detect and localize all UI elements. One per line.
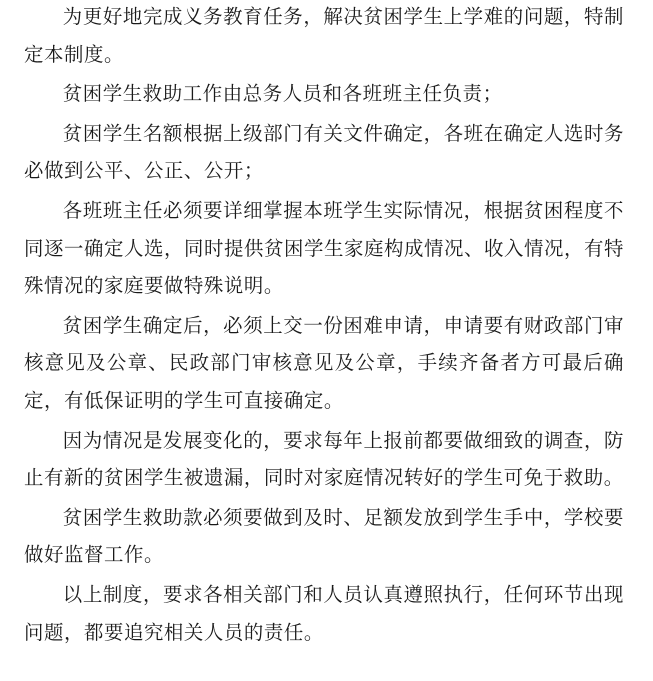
paragraph-application: 贫困学生确定后，必须上交一份困难申请，申请要有财政部门审核意见及公章、民政部门审核意见及公章，手续齐备者方可最后确定，有低保证明的学生可直接确定。 (24, 313, 624, 412)
paragraph-teacher-duty: 各班班主任必须要详细掌握本班学生实际情况，根据贫困程度不同逐一确定人选，同时提供贫困学生家庭构成情况、收入情况，有特殊情况的家庭要做特殊说明。 (24, 198, 624, 298)
paragraph-enforcement: 以上制度，要求各相关部门和人员认真遵照执行，任何环节出现问题，都要追究相关人员的责任。 (24, 582, 624, 644)
paragraph-responsibility: 贫困学生救助工作由总务人员和各班班主任负责； (62, 82, 503, 106)
paragraph-disbursement: 贫困学生救助款必须要做到及时、足额发放到学生手中，学校要做好监督工作。 (24, 505, 624, 567)
paragraph-quota: 贫困学生名额根据上级部门有关文件确定，各班在确定人选时务必做到公平、公正、公开； (24, 121, 624, 183)
paragraph-annual-review: 因为情况是发展变化的，要求每年上报前都要做细致的调查，防止有新的贫困学生被遗漏，同时对家庭情况转好的学生可免于救助。 (24, 428, 624, 490)
document-body (24, 0, 624, 653)
paragraph-purpose: 为更好地完成义务教育任务，解决贫困学生上学难的问题，特制定本制度。 (24, 5, 624, 66)
